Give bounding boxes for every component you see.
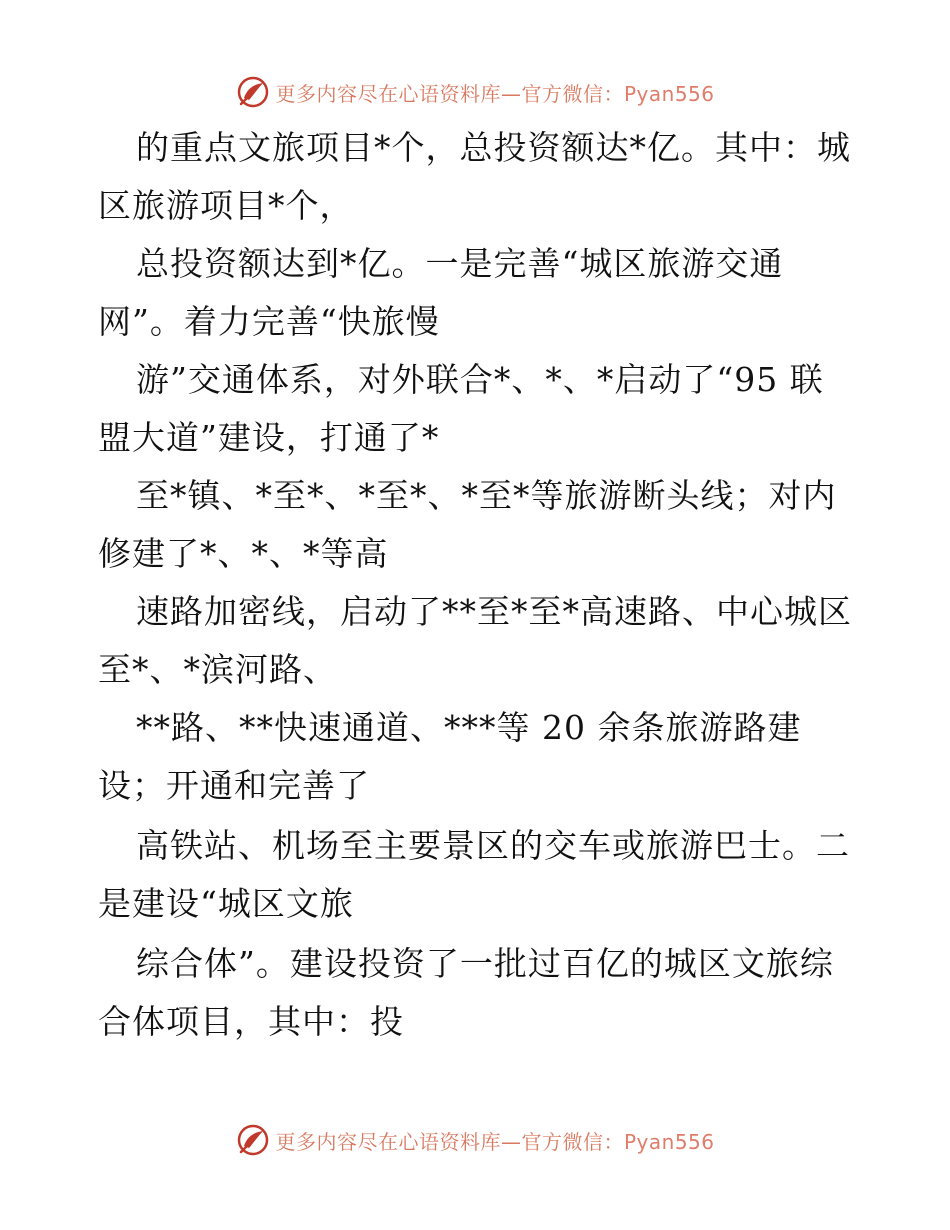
- footer-watermark: [0, 1120, 950, 1160]
- watermark-separator: —: [500, 81, 522, 106]
- body-line: 速路加密线，启动了**至*至*高速路、中心城区: [136, 592, 852, 631]
- body-line: 至*镇、*至*、*至*、*至*等旅游断头线；对内: [136, 476, 837, 515]
- watermark-brand: 更多内容尽在心语资料库: [275, 81, 501, 106]
- body-line: **路、**快速通道、***等 20 余条旅游路建: [136, 708, 802, 747]
- watermark-wechat-id: Pyan556: [623, 81, 715, 106]
- header-watermark: [0, 72, 950, 112]
- body-line: 是建设“城区文旅: [98, 884, 354, 923]
- logo-icon: [235, 1122, 271, 1158]
- watermark-text: [275, 1126, 714, 1155]
- body-line: 总投资额达到*亿。一是完善“城区旅游交通: [136, 244, 784, 283]
- watermark-text: [275, 78, 714, 107]
- body-line: 的重点文旅项目*个，总投资额达*亿。其中：城: [136, 128, 851, 167]
- body-line: 盟大道”建设，打通了*: [98, 418, 440, 457]
- body-line: 修建了*、*、*等高: [98, 534, 389, 573]
- body-line: 综合体”。建设投资了一批过百亿的城区文旅综: [136, 944, 834, 983]
- watermark-wechat-label: 官方微信：: [521, 1129, 624, 1154]
- watermark-wechat-label: 官方微信：: [521, 81, 624, 106]
- body-line: 设；开通和完善了: [98, 766, 370, 805]
- watermark-wechat-id: Pyan556: [623, 1129, 715, 1154]
- logo-icon: [235, 74, 271, 110]
- body-line: 区旅游项目*个，: [98, 186, 354, 225]
- body-line: 合体项目，其中：投: [98, 1002, 404, 1041]
- body-line: 高铁站、机场至主要景区的交车或旅游巴士。二: [136, 826, 850, 865]
- body-line: 网”。着力完善“快旅慢: [98, 302, 440, 341]
- watermark-brand: 更多内容尽在心语资料库: [275, 1129, 501, 1154]
- watermark-separator: —: [500, 1129, 522, 1154]
- body-line: 至*、*滨河路、: [98, 650, 337, 689]
- body-line: 游”交通体系，对外联合*、*、*启动了“95 联: [136, 360, 824, 399]
